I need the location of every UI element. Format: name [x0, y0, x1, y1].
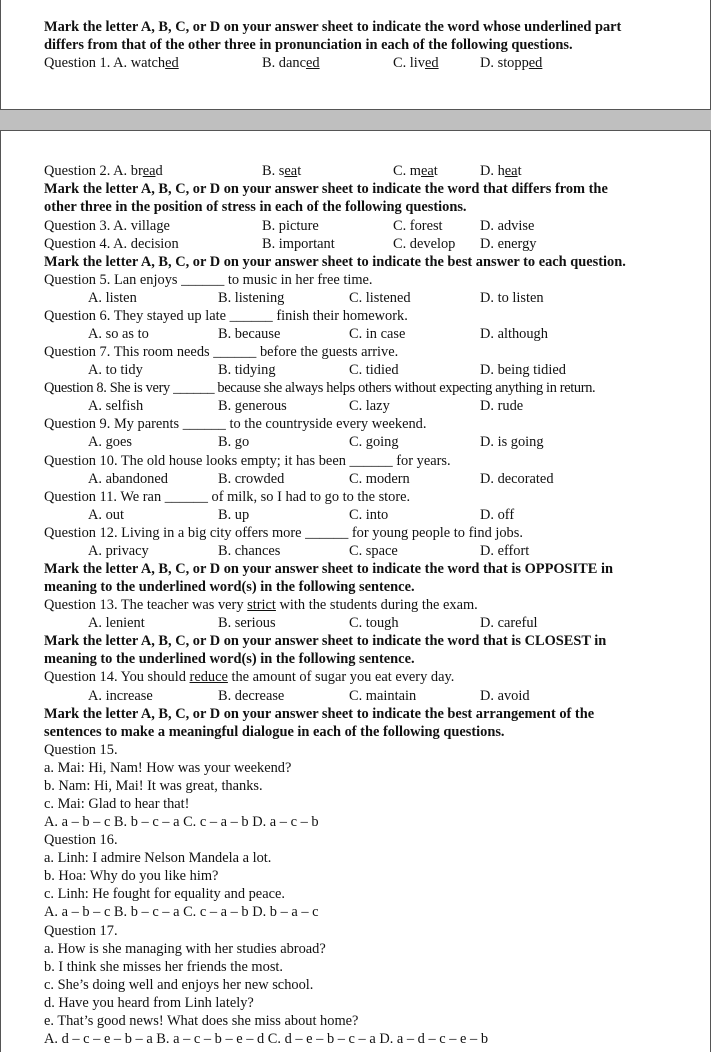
q5-option-a: A. listen: [88, 290, 137, 306]
q2-option-c: C. meat: [393, 163, 438, 179]
q12-option-a: A. privacy: [88, 543, 149, 559]
q17-line-c: c. She’s doing well and enjoys her new school.: [44, 977, 314, 993]
question-7-stem: Question 7. This room needs ______ before the guests arrive.: [44, 344, 399, 360]
instruction-arrangement-line-2: sentences to make a meaningful dialogue in each of the following questions.: [44, 724, 505, 740]
q6-option-a: A. so as to: [88, 326, 149, 342]
question-6-stem: Question 6. They stayed up late ______ finish their homework.: [44, 308, 408, 324]
question-14-stem: Question 14. You should reduce the amount of sugar you eat every day.: [44, 669, 455, 685]
q16-line-c: c. Linh: He fought for equality and peace.: [44, 886, 285, 902]
q9-option-d: D. is going: [480, 434, 544, 450]
q2-option-b: B. seat: [262, 163, 302, 179]
q11-option-c: C. into: [349, 507, 389, 523]
q10-option-d: D. decorated: [480, 471, 554, 487]
q7-option-c: C. tidied: [349, 362, 399, 378]
q9-option-b: B. go: [218, 434, 250, 450]
q8-option-c: C. lazy: [349, 398, 390, 414]
instruction-closest-line-2: meaning to the underlined word(s) in the following sentence.: [44, 651, 415, 667]
q10-option-b: B. crowded: [218, 471, 285, 487]
q6-option-c: C. in case: [349, 326, 406, 342]
q4-option-d: D. energy: [480, 236, 537, 252]
q13-option-b: B. serious: [218, 615, 276, 631]
q14-option-d: D. avoid: [480, 688, 530, 704]
question-16-title: Question 16.: [44, 832, 118, 848]
q11-option-d: D. off: [480, 507, 515, 523]
q17-options: A. d – c – e – b – a B. a – c – b – e – d C. d – e – b – c – a D. a – d – c – e – b: [44, 1031, 489, 1047]
q3-option-c: C. forest: [393, 218, 443, 234]
q7-option-a: A. to tidy: [88, 362, 143, 378]
question-13-stem: Question 13. The teacher was very strict with the students during the exam.: [44, 597, 478, 613]
page-gap: [0, 110, 711, 130]
question-9-stem: Question 9. My parents ______ to the countryside every weekend.: [44, 416, 427, 432]
q17-line-d: d. Have you heard from Linh lately?: [44, 995, 254, 1011]
q13-underlined-word: strict: [247, 597, 276, 613]
q10-option-a: A. abandoned: [88, 471, 168, 487]
q2-option-d: D. heat: [480, 163, 522, 179]
q5-option-c: C. listened: [349, 290, 411, 306]
question-8-stem: Question 8. She is very ______ because she always helps others without expecting anything in return.: [44, 380, 596, 396]
question-4: Question 4. A. decision: [44, 236, 179, 252]
q9-option-a: A. goes: [88, 434, 132, 450]
q6-option-b: B. because: [218, 326, 281, 342]
q10-option-c: C. modern: [349, 471, 410, 487]
q7-option-b: B. tidying: [218, 362, 276, 378]
question-11-stem: Question 11. We ran ______ of milk, so I had to go to the store.: [44, 489, 411, 505]
q17-line-b: b. I think she misses her friends the most.: [44, 959, 284, 975]
q15-options: A. a – b – c B. b – c – a C. c – a – b D. a – c – b: [44, 814, 319, 830]
instruction-pronunciation-line-1: Mark the letter A, B, C, or D on your answer sheet to indicate the word whose underlined part: [44, 19, 622, 35]
q15-line-a: a. Mai: Hi, Nam! How was your weekend?: [44, 760, 292, 776]
q14-underlined-word: reduce: [189, 669, 228, 685]
question-10-stem: Question 10. The old house looks empty; it has been ______ for years.: [44, 453, 451, 469]
instruction-opposite-line-2: meaning to the underlined word(s) in the following sentence.: [44, 579, 415, 595]
q7-option-d: D. being tidied: [480, 362, 566, 378]
instruction-best-answer: Mark the letter A, B, C, or D on your answer sheet to indicate the best answer to each question.: [44, 254, 626, 270]
question-17-title: Question 17.: [44, 923, 118, 939]
q13-option-d: D. careful: [480, 615, 538, 631]
q12-option-c: C. space: [349, 543, 398, 559]
instruction-arrangement-line-1: Mark the letter A, B, C, or D on your answer sheet to indicate the best arrangement of the: [44, 706, 595, 722]
question-1: Question 1. A. watched: [44, 55, 179, 71]
instruction-pronunciation-line-2: differs from that of the other three in pronunciation in each of the following questions.: [44, 37, 573, 53]
q11-option-a: A. out: [88, 507, 124, 523]
question-5-stem: Question 5. Lan enjoys ______ to music in her free time.: [44, 272, 373, 288]
q17-line-e: e. That’s good news! What does she miss about home?: [44, 1013, 359, 1029]
q3-option-b: B. picture: [262, 218, 319, 234]
q14-option-c: C. maintain: [349, 688, 417, 704]
question-2: Question 2. A. bread: [44, 163, 163, 179]
q16-line-b: b. Hoa: Why do you like him?: [44, 868, 219, 884]
instruction-closest-line-1: Mark the letter A, B, C, or D on your answer sheet to indicate the word that is CLOSEST in: [44, 633, 607, 649]
q4-option-b: B. important: [262, 236, 335, 252]
q14-option-a: A. increase: [88, 688, 153, 704]
q12-option-b: B. chances: [218, 543, 281, 559]
q13-option-a: A. lenient: [88, 615, 145, 631]
q6-option-d: D. although: [480, 326, 548, 342]
q15-line-b: b. Nam: Hi, Mai! It was great, thanks.: [44, 778, 263, 794]
q14-option-b: B. decrease: [218, 688, 285, 704]
q17-line-a: a. How is she managing with her studies abroad?: [44, 941, 326, 957]
instruction-stress-line-2: other three in the position of stress in each of the following questions.: [44, 199, 467, 215]
instruction-opposite-line-1: Mark the letter A, B, C, or D on your answer sheet to indicate the word that is OPPOSITE in: [44, 561, 613, 577]
q16-line-a: a. Linh: I admire Nelson Mandela a lot.: [44, 850, 272, 866]
q5-option-b: B. listening: [218, 290, 285, 306]
question-3: Question 3. A. village: [44, 218, 170, 234]
q1-option-d: D. stopped: [480, 55, 543, 71]
q16-options: A. a – b – c B. b – c – a C. c – a – b D. b – a – c: [44, 904, 319, 920]
q8-option-b: B. generous: [218, 398, 287, 414]
q11-option-b: B. up: [218, 507, 250, 523]
q1-option-c: C. lived: [393, 55, 439, 71]
question-12-stem: Question 12. Living in a big city offers more ______ for young people to find jobs.: [44, 525, 523, 541]
q8-option-a: A. selfish: [88, 398, 144, 414]
q15-line-c: c. Mai: Glad to hear that!: [44, 796, 190, 812]
q4-option-c: C. develop: [393, 236, 456, 252]
q3-option-d: D. advise: [480, 218, 535, 234]
q9-option-c: C. going: [349, 434, 399, 450]
q5-option-d: D. to listen: [480, 290, 544, 306]
q1-option-b: B. danced: [262, 55, 320, 71]
instruction-stress-line-1: Mark the letter A, B, C, or D on your answer sheet to indicate the word that differs from the: [44, 181, 608, 197]
q8-option-d: D. rude: [480, 398, 524, 414]
q12-option-d: D. effort: [480, 543, 530, 559]
q13-option-c: C. tough: [349, 615, 399, 631]
question-15-title: Question 15.: [44, 742, 118, 758]
